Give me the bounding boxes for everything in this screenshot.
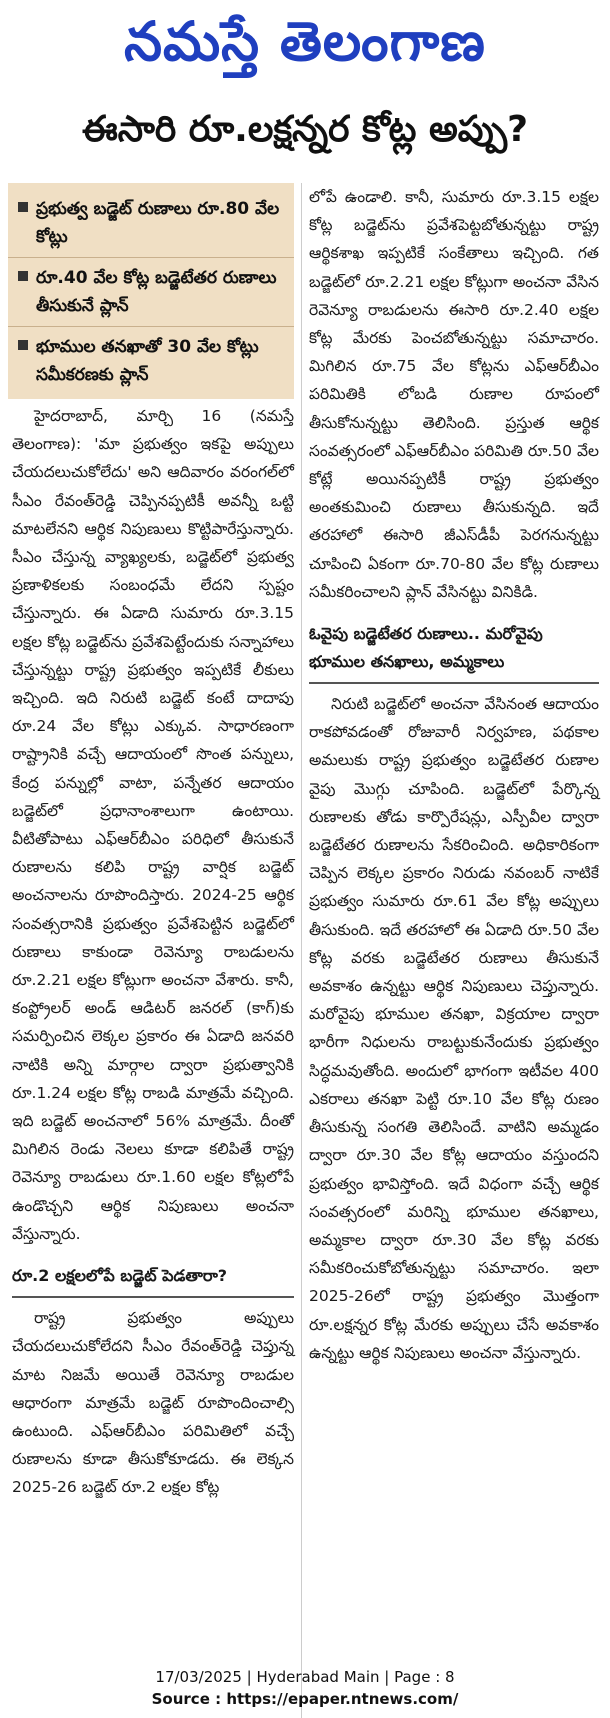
square-bullet-icon	[18, 202, 28, 212]
body-paragraph: లోపే ఉండాలి. కానీ, సుమారు రూ.3.15 లక్షల కోట్ల బడ్జెట్‌ను ప్రవేశపెట్టబోతున్నట్టు రాష్ట్ర ఆర్థికశాఖ ఇప్పటికే సంకేతాలు ఇచ్చింది. గత బడ్జెట్‌లో రూ.2.21 లక్షల కోట్లుగా అంచనా వేసిన రెవెన్యూ రాబడులను ఈసారి రూ.2.40 లక్షల కోట్ల మేరకు పెంచబోతున్నట్టు సమాచారం. మిగిలిన రూ.75 వేల కోట్లను ఎఫ్ఆర్‌బీఎం పరిమితికి లోబడి రుణాల రూపంలో తీసుకోనున్నట్టు తెలిసింది. ప్రస్తుత ఆర్థిక సంవత్సరంలో ఎఫ్ఆర్‌బీఎం పరిమితి రూ.50 వేల కోట్లే అయినప్పటికీ రాష్ట్ర ప్రభుత్వం అంతకుమించి రుణాలు తీసుకున్నది. ఇదే తరహాలో ఈసారి జీఎస్‌డీపీ పెరగనున్నట్టు చూపించి ఏకంగా రూ.70-80 వేల కోట్ల రుణాలు సమీకరించాలని ప్లాన్ వేసినట్టు వినికిడి.	[309, 188, 599, 601]
highlight-text: భూముల తనఖాతో 30 వేల కోట్లు సమీకరణకు ప్లాన్	[36, 337, 259, 385]
column-divider	[301, 183, 302, 1718]
page-footer	[0, 1666, 610, 1710]
body-paragraph: రాష్ట్ర ప్రభుత్వం అప్పులు చేయదలుచుకోలేదని సీఎం రేవంత్‌రెడ్డి చెప్తున్న మాట నిజమే అయితే రెవెన్యూ రాబడుల ఆధారంగా మాత్రమే బడ్జెట్ రూపొందించాల్సి ఉంటుంది. ఎఫ్ఆర్‌బీఎం పరిమితిలో వచ్చే రుణాలను కూడా తీసుకోకూడదు. ఈ లెక్కన 2025-26 బడ్జెట్ రూ.2 లక్షల కోట్ల	[12, 1309, 294, 1497]
article-column-right	[309, 183, 599, 1367]
footer-source-link[interactable]: Source : https://epaper.ntnews.com/	[151, 1690, 459, 1708]
square-bullet-icon	[18, 271, 28, 281]
highlight-item	[8, 257, 294, 326]
highlights-box	[8, 183, 294, 399]
body-paragraph: హైదరాబాద్, మార్చి 16 (నమస్తే తెలంగాణ): 'మా ప్రభుత్వం ఇకపై అప్పులు చేయదలుచుకోలేదు' అని ఆదివారం వరంగల్‌లో సీఎం రేవంత్‌రెడ్డి చెప్పినప్పటికీ అవన్నీ ఒట్టి మాటలేనని ఆర్థిక నిపుణులు కొట్టిపారేస్తున్నారు. సీఎం చేస్తున్న వ్యాఖ్యలకు, బడ్జెట్‌లో ప్రభుత్వ ప్రణాళికలకు సంబంధమే లేదని స్పష్టం చేస్తున్నారు. ఈ ఏడాది సుమారు రూ.3.15 లక్షల కోట్ల బడ్జెట్‌ను ప్రవేశపెట్టేందుకు సన్నాహాలు చేస్తున్నట్టు రాష్ట్ర ప్రభుత్వం ఇప్పటికే లీకులు ఇచ్చింది. ఇది నిరుటి బడ్జెట్ కంటే దాదాపు రూ.24 వేల కోట్లు ఎక్కువ. సాధారణంగా రాష్ట్రానికి వచ్చే ఆదాయంలో సొంత పన్నులు, కేంద్ర పన్నుల్లో వాటా, పన్నేతర ఆదాయం బడ్జెట్‌లో ప్రధానాంశాలుగా ఉంటాయి. వీటితోపాటు ఎఫ్ఆర్‌బీఎం పరిధిలో తీసుకునే రుణాలను కలిపి రాష్ట్ర వార్షిక బడ్జెట్ అంచనాలను రూపొందిస్తారు. 2024-25 ఆర్థిక సంవత్సరానికి ప్రభుత్వం ప్రవేశపెట్టిన బడ్జెట్‌లో రుణాలు కాకుండా రెవెన్యూ రాబడులను రూ.2.21 లక్షల కోట్లుగా అంచనా వేశారు. కానీ, కంప్ట్రోలర్ అండ్ ఆడిటర్ జనరల్ (కాగ్)కు సమర్పించిన లెక్కల ప్రకారం ఈ ఏడాది జనవరి నాటికి అన్ని మార్గాల ద్వారా ప్రభుత్వానికి రూ.1.24 లక్షల కోట్ల రాబడి మాత్రమే వచ్చింది. ఇది బడ్జెట్ అంచనాలో 56% మాత్రమే. దీంతో మిగిలిన రెండు నెలలు కూడా కలిపితే రాష్ట్ర రెవెన్యూ రాబడులు రూ.1.60 లక్షల కోట్లలోపే ఉండొచ్చని ఆర్థిక నిపుణులు అంచనా వేస్తున్నారు.	[12, 407, 294, 1243]
highlight-text: రూ.40 వేల కోట్ల బడ్జెటేతర రుణాలు తీసుకునే ప్లాన్	[36, 268, 277, 316]
highlight-text: ప్రభుత్వ బడ్జెట్ రుణాలు రూ.80 వేల కోట్లు	[36, 199, 280, 247]
headline-text: ఈసారి రూ.లక్షన్నర కోట్ల అప్పు?	[81, 109, 529, 150]
highlight-item	[8, 189, 294, 257]
square-bullet-icon	[18, 340, 28, 350]
highlight-item	[8, 326, 294, 395]
subheading: ఓవైపు బడ్జెటేతర రుణాలు.. మరోవైపు భూముల తనఖాలు, అమ్మకాలు	[309, 612, 599, 684]
footer-edition-info: 17/03/2025 | Hyderabad Main | Page : 8	[155, 1668, 455, 1686]
masthead-title: నమస్తే తెలంగాణ	[124, 8, 486, 73]
article-column-left	[12, 402, 294, 1502]
subheading: రూ.2 లక్షలలోపే బడ్జెట్ పెడతారా?	[12, 1254, 294, 1298]
article-headline	[0, 98, 610, 170]
body-paragraph: నిరుటి బడ్జెట్‌లో అంచనా వేసినంత ఆదాయం రాకపోవడంతో రోజువారీ నిర్వహణ, పథకాల అమలుకు రాష్ట్ర ప్రభుత్వం బడ్జెటేతర రుణాల వైపు మొగ్గు చూపింది. బడ్జెట్‌లో పేర్కొన్న రుణాలకు తోడు కార్పొరేషన్లు, ఎస్పీవీల ద్వారా బడ్జెటేతర రుణాలను సేకరించింది. అధికారికంగా చెప్పిన లెక్కల ప్రకారం నిరుడు నవంబర్ నాటికే ప్రభుత్వం సుమారు రూ.61 వేల కోట్ల అప్పులు తీసుకుంది. ఇదే తరహాలో ఈ ఏడాది రూ.50 వేల కోట్ల వరకు బడ్జెటేతర రుణాలు తీసుకునే అవకాశం ఉన్నట్టు ఆర్థిక నిపుణులు చెప్తున్నారు. మరోవైపు భూముల తనఖా, విక్రయాల ద్వారా భారీగా నిధులను రాబట్టుకునేందుకు ప్రభుత్వం సిద్ధమవుతోంది. అందులో భాగంగా ఇటీవల 400 ఎకరాలు తనఖా పెట్టి రూ.10 వేల కోట్ల రుణం తీసుకున్న సంగతి తెలిసిందే. వాటిని అమ్మడం ద్వారా రూ.30 వేల కోట్ల ఆదాయం వస్తుందని ప్రభుత్వం భావిస్తోంది. ఇదే విధంగా వచ్చే ఆర్థిక సంవత్సరంలో మరిన్ని భూముల తనఖాలు, అమ్మకాల ద్వారా రూ.30 వేల కోట్ల వరకు సమీకరించుకోబోతున్నట్టు సమాచారం. ఇలా 2025-26లో రాష్ట్ర ప్రభుత్వం మొత్తంగా రూ.లక్షన్నర కోట్ల మేరకు అప్పులు చేసే అవకాశం ఉన్నట్టు ఆర్థిక నిపుణులు అంచనా వేస్తున్నారు.	[309, 695, 599, 1362]
newspaper-masthead	[0, 0, 610, 95]
